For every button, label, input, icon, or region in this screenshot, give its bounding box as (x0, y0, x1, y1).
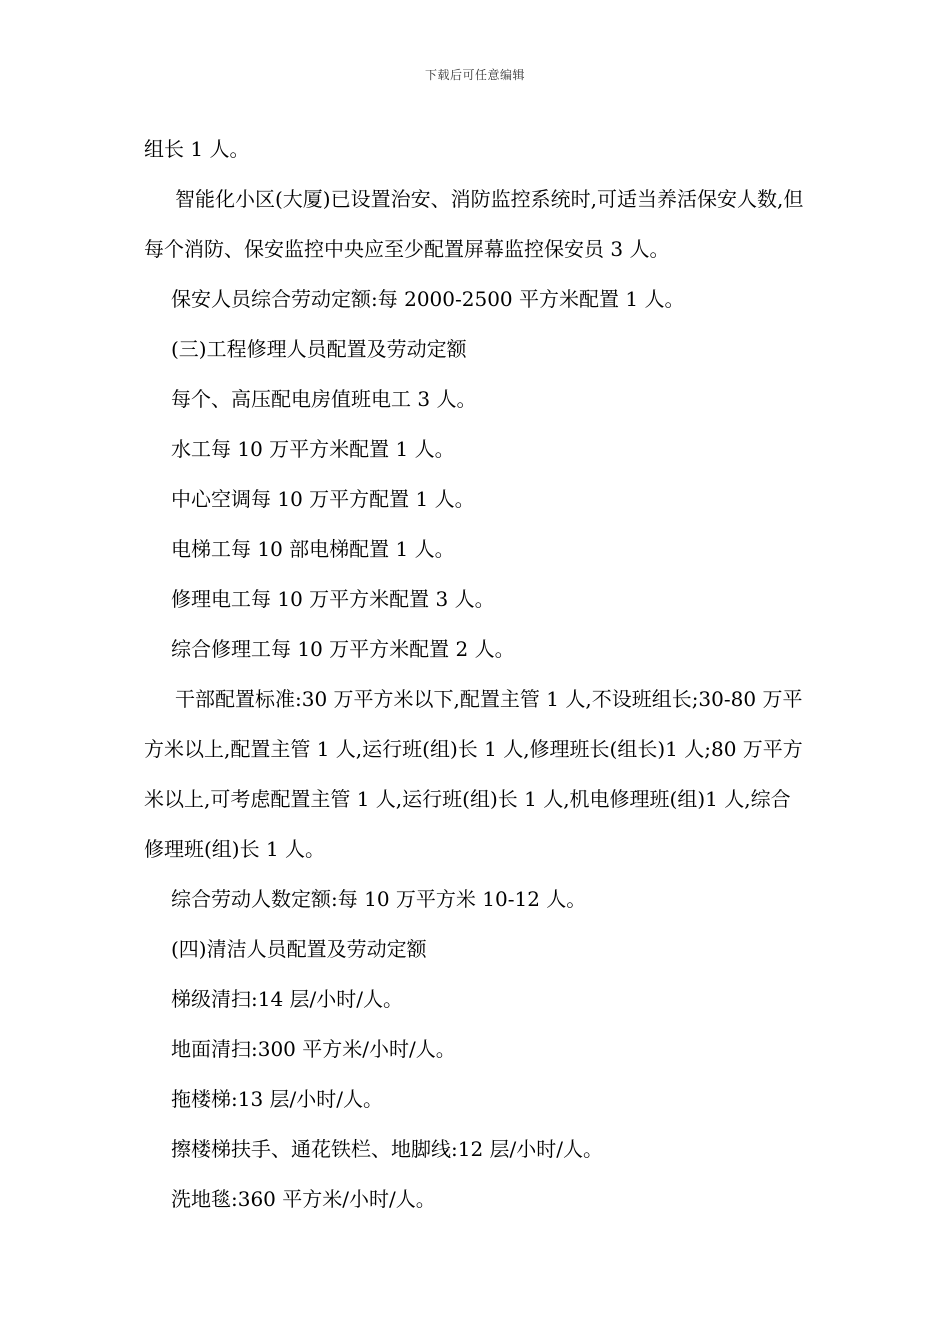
paragraph: 组长 1 人。 (144, 137, 250, 161)
paragraph: 综合修理工每 10 万平方米配置 2 人。 (171, 637, 515, 661)
paragraph: 擦楼梯扶手、通花铁栏、地脚线:12 层/小时/人。 (171, 1137, 604, 1161)
header-note: 下载后可任意编辑 (424, 68, 525, 82)
paragraph: 修理电工每 10 万平方米配置 3 人。 (171, 587, 495, 611)
paragraph: 保安人员综合劳动定额:每 2000-2500 平方米配置 1 人。 (171, 287, 685, 311)
paragraph: 电梯工每 10 部电梯配置 1 人。 (171, 537, 455, 561)
paragraph: 每个、高压配电房值班电工 3 人。 (171, 387, 477, 411)
paragraph: 综合劳动人数定额:每 10 万平方米 10-12 人。 (171, 887, 587, 911)
paragraph: 地面清扫:300 平方米/小时/人。 (171, 1037, 456, 1061)
paragraph: 干部配置标准:30 万平方米以下,配置主管 1 人,不设班组长;30-80 万平方米以上,配置主管 1 人,运行班(组)长 1 人,修理班长(组长)1 人;80 万平方米以上,可考虑配置主管 1 人,运行班(组)长 1 人,机电修理班(组)1 人,综合修理班(组)长 1 人。 (144, 687, 803, 861)
paragraph: 拖楼梯:13 层/小时/人。 (171, 1087, 384, 1111)
paragraph: 洗地毯:360 平方米/小时/人。 (171, 1187, 436, 1211)
paragraph: 梯级清扫:14 层/小时/人。 (171, 987, 404, 1011)
paragraph: 中心空调每 10 万平方配置 1 人。 (171, 487, 475, 511)
section-heading: (三)工程修理人员配置及劳动定额 (171, 337, 467, 361)
section-heading: (四)清洁人员配置及劳动定额 (171, 937, 427, 961)
paragraph: 智能化小区(大厦)已设置治安、消防监控系统时,可适当养活保安人数,但每个消防、保安监控中央应至少配置屏幕监控保安员 3 人。 (144, 187, 804, 261)
paragraph: 水工每 10 万平方米配置 1 人。 (171, 437, 455, 461)
document-body (144, 124, 808, 1224)
